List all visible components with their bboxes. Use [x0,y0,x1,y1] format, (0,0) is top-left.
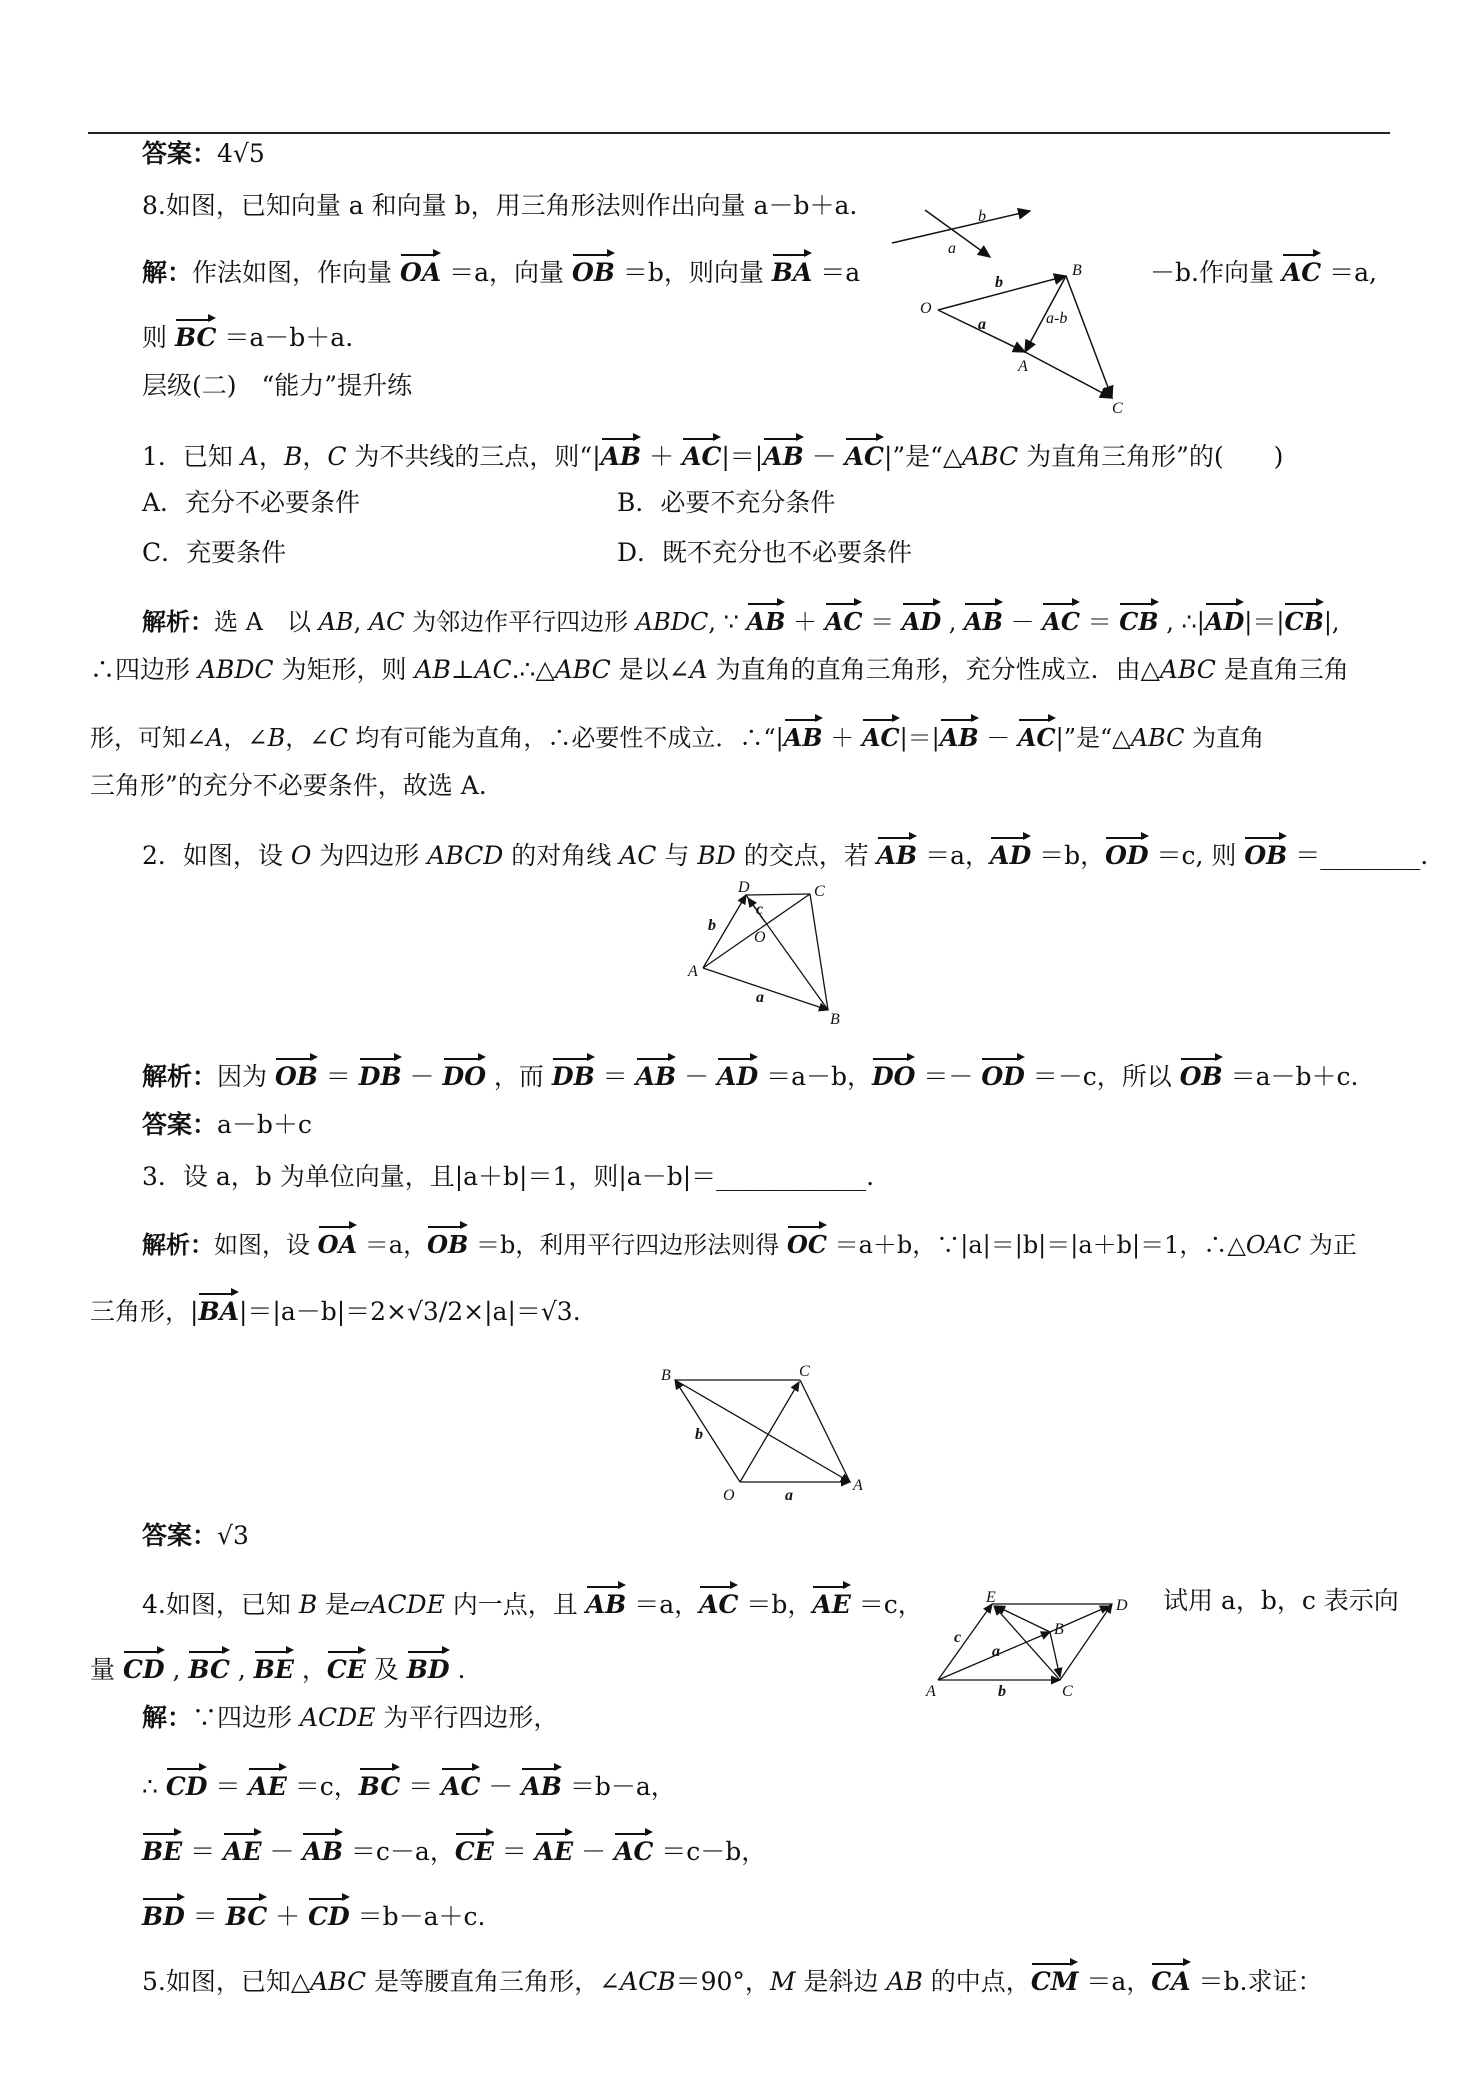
question-5: 5.如图，已知△ABC 是等腰直角三角形，∠ACB＝90°，M 是斜边 AB 的中点，CM ＝a，CA ＝b.求证： [142,1960,1322,2000]
solution-8-line1: 解：作法如图，作向量 OA ＝a，向量 OB ＝b，则向量 BA ＝a [142,251,860,291]
fig4-point-D: D [1116,1597,1128,1614]
option-c: C．充要条件 [142,538,287,567]
figure-parallelogram-oacb [655,1360,863,1505]
fig1-label-a: a [978,316,986,333]
fig2-point-C: C [814,883,825,900]
fig1-point-B: B [1072,262,1082,279]
fig1-label-b-top: b [978,208,986,225]
fig2-point-A: A [688,963,698,980]
question-4-line1: 4.如图，已知 B 是▱ACDE 内一点，且 AB ＝a，AC ＝b，AE ＝c， [142,1583,923,1623]
fig4-point-B: B [1054,1621,1064,1638]
answer-3: 答案：√3 [142,1521,249,1550]
question-8: 8.如图，已知向量 a 和向量 b，用三角形法则作出向量 a－b＋a. [142,191,858,220]
solution-4-line3: BE ＝ AE － AB ＝c－a，CE ＝ AE － AC ＝c－b， [142,1830,766,1870]
option-a: A．充分不必要条件 [142,488,361,517]
question-3: 3．设 a，b 为单位向量，且|a＋b|＝1，则|a－b|＝____________. [142,1162,875,1191]
fig4-point-A: A [926,1683,936,1700]
fig2-label-c: c [756,901,764,918]
analysis-1-line2: ∴四边形 ABDC 为矩形，则 AB⊥AC.∴△ABC 是以∠A 为直角的直角三角形，充分性成立．由△ABC 是直角三角 [90,655,1349,684]
fig1-point-O: O [920,300,932,317]
question-4-line2: 量 CD , BC , BE ，CE 及 BD . [90,1648,465,1688]
fig3-label-a: a [785,1487,793,1504]
fig3-point-A: A [853,1477,863,1494]
option-b: B．必要不充分条件 [617,488,836,517]
fig3-point-O: O [723,1487,735,1504]
fig2-point-O: O [754,929,766,946]
fig4-point-C: C [1062,1683,1073,1700]
fig2-point-D: D [738,879,750,896]
figure-parallelogram-acde [920,1590,1140,1705]
question-2: 2．如图，设 O 为四边形 ABCD 的对角线 AC 与 BD 的交点，若 AB ＝a，AD ＝b，OD ＝c, 则 OB ＝________. [142,834,1428,874]
analysis-1-line1: 解析：选 A 以 AB, AC 为邻边作平行四边形 ABDC, ∵ AB ＋ AC ＝ AD , AB － AC ＝ CB , ∴|AD|＝|CB|, [142,600,1340,640]
section-heading: 层级(二) “能力”提升练 [142,371,413,400]
solution-8-line1-right: －b.作向量 AC ＝a, [1150,251,1377,291]
fig4-point-E: E [986,1589,996,1606]
fig2-point-B: B [830,1011,840,1028]
fig4-label-a: a [992,1643,1000,1660]
solution-4-line4: BD ＝ BC ＋ CD ＝b－a＋c. [142,1895,486,1935]
fig2-label-b: b [708,917,716,934]
fig4-label-b: b [998,1683,1006,1700]
fig1-point-C: C [1112,400,1123,417]
fig1-label-b: b [995,274,1003,291]
fig2-label-a: a [756,989,764,1006]
analysis-2: 解析：因为 OB ＝ DB － DO ，而 DB ＝ AB － AD ＝a－b，DO ＝－ OD ＝－c，所以 OB ＝a－b＋c. [142,1055,1358,1095]
figure-quadrilateral-abcd [680,880,850,1030]
solution-8-line2: 则 BC ＝a－b＋a. [142,316,353,356]
fig4-label-c: c [954,1629,962,1646]
question-4-line1-right: 试用 a，b，c 表示向 [1163,1586,1399,1615]
fig3-point-B: B [661,1367,671,1384]
fig3-point-C: C [799,1363,810,1380]
fig1-point-A: A [1018,358,1028,375]
analysis-1-line3: 形，可知∠A，∠B，∠C 均有可能为直角，∴必要性不成立．∴“|AB ＋ AC|＝|AB － AC|”是“△ABC 为直角 [90,716,1264,756]
fig1-label-a-top: a [948,240,956,257]
solution-4-line2: ∴ CD ＝ AE ＝c，BC ＝ AC － AB ＝b－a， [142,1765,676,1805]
option-d: D．既不充分也不必要条件 [617,538,913,567]
answer-2: 答案：a－b＋c [142,1110,312,1139]
analysis-3-line1: 解析：如图，设 OA ＝a，OB ＝b，利用平行四边形法则得 OC ＝a＋b，∵|a|＝|b|＝|a＋b|＝1，∴△OAC 为正 [142,1223,1357,1263]
fig3-label-b: b [695,1426,703,1443]
solution-4-line1: 解：∵四边形 ACDE 为平行四边形， [142,1703,559,1732]
question-1: 1．已知 A，B，C 为不共线的三点，则“|AB ＋ AC|＝|AB － AC|”是“△ABC 为直角三角形”的( ) [142,435,1283,475]
figure-vector-triangle [880,195,1140,425]
fig1-label-a-minus-b: a-b [1046,310,1068,327]
answer-7: 答案：4√5 [142,139,265,168]
header-rule [88,132,1390,134]
analysis-3-line2: 三角形，|BA|＝|a－b|＝2×√3/2×|a|＝√3. [90,1290,581,1330]
analysis-1-line4: 三角形”的充分不必要条件，故选 A. [90,771,487,800]
